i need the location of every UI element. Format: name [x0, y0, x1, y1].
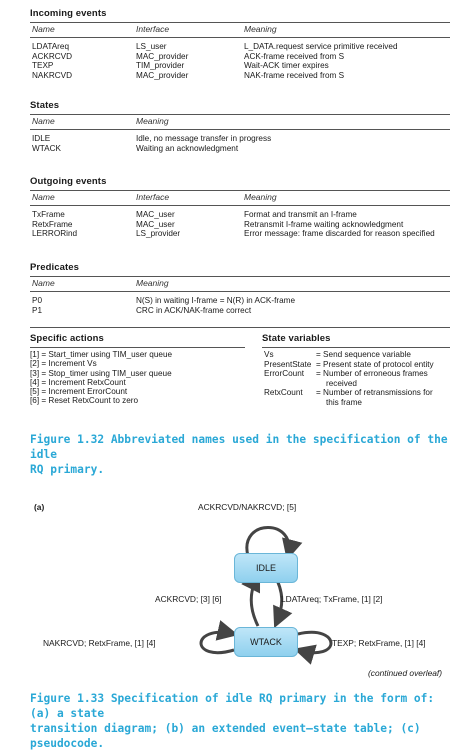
figure-caption-1-33	[30, 691, 450, 751]
states-title: States	[30, 100, 60, 111]
header-meaning: Meaning	[136, 116, 169, 126]
state-name: IDLE	[32, 134, 51, 143]
event-interface: MAC_user	[136, 219, 175, 229]
state-meaning: Waiting an acknowledgment	[136, 143, 239, 153]
list-item: [2] = Increment Vs	[30, 359, 97, 369]
header-name: Name	[32, 278, 55, 288]
outgoing-events-title: Outgoing events	[30, 176, 107, 187]
state-wtack-node: WTACK	[234, 627, 298, 657]
header-meaning: Meaning	[136, 278, 169, 288]
variable-meaning-cont: received	[326, 378, 357, 388]
wtack-left-loop-arrow	[201, 632, 234, 652]
variable-meaning: = Present state of protocol entity	[316, 359, 434, 369]
event-interface: TIM_provider	[136, 61, 185, 70]
variable-name: RetxCount	[264, 388, 303, 397]
wtack-left-loop-label: NAKRCVD; RetxFrame, [1] [4]	[43, 638, 156, 648]
list-item: [4] = Increment RetxCount	[30, 377, 126, 387]
incoming-events-title: Incoming events	[30, 8, 107, 19]
header-name: Name	[32, 116, 55, 126]
wtack-to-idle-label: ACKRCVD; [3] [6]	[155, 594, 222, 604]
caption-line: RQ primary.	[30, 463, 105, 476]
event-interface: MAC_provider	[136, 51, 189, 61]
event-name: LDATAreq	[32, 42, 70, 51]
idle-self-loop-label: ACKRCVD/NAKRCVD; [5]	[198, 502, 297, 512]
predicates-title: Predicates	[30, 262, 80, 273]
header-name: Name	[32, 24, 55, 34]
state-variables-title: State variables	[262, 333, 331, 344]
predicate-name: P0	[32, 296, 43, 305]
header-name: Name	[32, 192, 55, 202]
event-meaning: ACK-frame received from S	[244, 51, 345, 61]
variable-name: Vs	[264, 350, 274, 359]
variable-name: PresentState	[264, 359, 312, 369]
event-meaning: NAK-frame received from S	[244, 70, 345, 80]
diagram-part-label: (a)	[34, 502, 45, 512]
state-name: WTACK	[32, 143, 61, 153]
event-meaning: L_DATA.request service primitive received	[244, 42, 398, 51]
caption-line: Figure 1.32 Abbreviated names used in the specification of the idle	[30, 433, 448, 461]
event-name: TEXP	[32, 61, 54, 70]
variable-meaning: = Send sequence variable	[316, 350, 411, 359]
predicate-name: P1	[32, 305, 43, 315]
state-meaning: Idle, no message transfer in progress	[136, 134, 272, 143]
predicate-meaning: CRC in ACK/NAK-frame correct	[136, 305, 252, 315]
variable-meaning: = Number of erroneous frames	[316, 369, 428, 378]
continued-note: (continued overleaf)	[368, 668, 443, 678]
event-name: TxFrame	[32, 210, 65, 219]
idle-self-loop-arrow	[247, 528, 289, 557]
wtack-right-loop-label: TEXP; RetxFrame, [1] [4]	[332, 638, 426, 648]
variable-meaning-cont: this frame	[326, 397, 362, 407]
event-name: NAKRCVD	[32, 70, 73, 80]
list-item: [3] = Stop_timer using TIM_user queue	[30, 368, 172, 378]
event-name: LERRORind	[32, 229, 78, 238]
event-meaning: Wait-ACK timer expires	[244, 61, 329, 70]
event-interface: LS_provider	[136, 229, 181, 238]
state-idle-node: IDLE	[234, 553, 298, 583]
wtack-right-loop-arrow	[298, 632, 331, 652]
predicate-meaning: N(S) in waiting I-frame = N(R) in ACK-frame	[136, 296, 296, 305]
header-interface: Interface	[136, 24, 170, 34]
event-interface: MAC_user	[136, 210, 175, 219]
event-interface: LS_user	[136, 42, 167, 51]
idle-to-wtack-label: LDATAreq; TxFrame, [1] [2]	[281, 594, 383, 604]
event-name: ACKRCVD	[32, 51, 73, 61]
header-interface: Interface	[136, 192, 170, 202]
event-meaning: Format and transmit an I-frame	[244, 210, 357, 219]
specific-actions-title: Specific actions	[30, 333, 104, 344]
list-item: [1] = Start_timer using TIM_user queue	[30, 350, 173, 359]
caption-line: transition diagram; (b) an extended event–state table; (c) pseudocode.	[30, 722, 421, 750]
event-meaning: Error message: frame discarded for reason specified	[244, 229, 435, 238]
event-interface: MAC_provider	[136, 70, 189, 80]
header-meaning: Meaning	[244, 24, 277, 34]
variable-meaning: = Number of retransmissions for	[316, 388, 433, 397]
list-item: [6] = Reset RetxCount to zero	[30, 396, 139, 406]
event-name: RetxFrame	[32, 219, 73, 229]
list-item: [5] = Increment ErrorCount	[30, 387, 128, 397]
header-meaning: Meaning	[244, 192, 277, 202]
event-meaning: Retransmit I-frame waiting acknowledgment	[244, 219, 404, 229]
variable-name: ErrorCount	[264, 369, 305, 378]
caption-line: Figure 1.33 Specification of idle RQ primary in the form of: (a) a state	[30, 692, 435, 720]
